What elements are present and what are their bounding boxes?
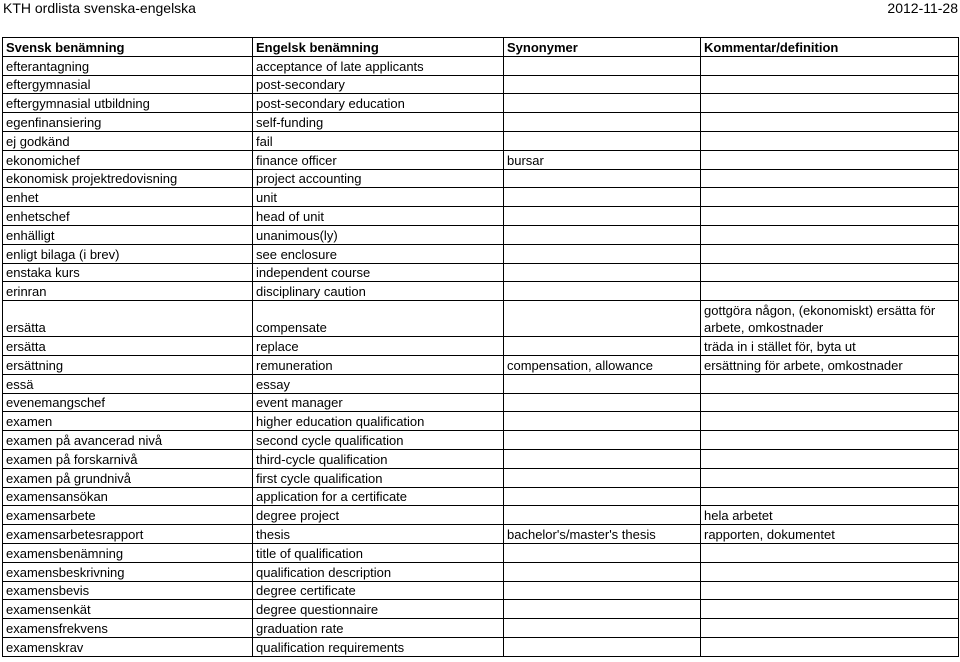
column-header-english: Engelsk benämning	[253, 38, 504, 57]
cell-comment	[701, 581, 959, 600]
cell-swedish-term: ekonomichef	[3, 150, 253, 169]
cell-swedish-term: examensbenämning	[3, 543, 253, 562]
cell-english-term: fail	[253, 131, 504, 150]
cell-english-term: essay	[253, 374, 504, 393]
cell-swedish-term: eftergymnasial	[3, 75, 253, 94]
cell-synonyms	[504, 393, 701, 412]
table-row	[3, 543, 959, 562]
cell-synonyms	[504, 619, 701, 638]
cell-synonyms	[504, 244, 701, 263]
cell-english-term: title of qualification	[253, 543, 504, 562]
cell-swedish-term: examenskrav	[3, 637, 253, 656]
cell-swedish-term: examensarbetesrapport	[3, 525, 253, 544]
cell-swedish-term: examensarbete	[3, 506, 253, 525]
cell-comment	[701, 543, 959, 562]
cell-synonyms	[504, 431, 701, 450]
cell-synonyms	[504, 282, 701, 301]
cell-synonyms	[504, 75, 701, 94]
table-row	[3, 619, 959, 638]
table-row	[3, 412, 959, 431]
cell-english-term: graduation rate	[253, 619, 504, 638]
cell-comment: rapporten, dokumentet	[701, 525, 959, 544]
cell-swedish-term: ej godkänd	[3, 131, 253, 150]
table-row	[3, 301, 959, 337]
cell-comment	[701, 113, 959, 132]
cell-comment	[701, 169, 959, 188]
table-row	[3, 337, 959, 356]
cell-comment	[701, 188, 959, 207]
cell-synonyms	[504, 56, 701, 75]
cell-comment	[701, 225, 959, 244]
table-row	[3, 244, 959, 263]
cell-english-term: post-secondary	[253, 75, 504, 94]
table-row	[3, 431, 959, 450]
cell-comment: träda in i stället för, byta ut	[701, 337, 959, 356]
cell-comment	[701, 374, 959, 393]
cell-swedish-term: ersättning	[3, 355, 253, 374]
table-row	[3, 188, 959, 207]
cell-english-term: degree certificate	[253, 581, 504, 600]
cell-english-term: replace	[253, 337, 504, 356]
table-row	[3, 600, 959, 619]
cell-swedish-term: egenfinansiering	[3, 113, 253, 132]
cell-synonyms	[504, 506, 701, 525]
cell-swedish-term: examensfrekvens	[3, 619, 253, 638]
table-row	[3, 56, 959, 75]
cell-comment	[701, 619, 959, 638]
cell-swedish-term: eftergymnasial utbildning	[3, 94, 253, 113]
cell-swedish-term: examen på avancerad nivå	[3, 431, 253, 450]
cell-swedish-term: enstaka kurs	[3, 263, 253, 282]
cell-swedish-term: ekonomisk projektredovisning	[3, 169, 253, 188]
cell-comment	[701, 600, 959, 619]
table-row	[3, 468, 959, 487]
cell-english-term: see enclosure	[253, 244, 504, 263]
cell-swedish-term: examen på forskarnivå	[3, 449, 253, 468]
table-row	[3, 393, 959, 412]
cell-comment	[701, 412, 959, 431]
table-row	[3, 374, 959, 393]
table-row	[3, 150, 959, 169]
cell-english-term: post-secondary education	[253, 94, 504, 113]
table-row	[3, 449, 959, 468]
table-row	[3, 131, 959, 150]
cell-comment: ersättning för arbete, omkostnader	[701, 355, 959, 374]
table-row	[3, 225, 959, 244]
cell-comment	[701, 150, 959, 169]
cell-swedish-term: enligt bilaga (i brev)	[3, 244, 253, 263]
cell-swedish-term: efterantagning	[3, 56, 253, 75]
cell-english-term: unanimous(ly)	[253, 225, 504, 244]
cell-english-term: self-funding	[253, 113, 504, 132]
table-row	[3, 94, 959, 113]
cell-swedish-term: ersätta	[3, 301, 253, 337]
cell-english-term: independent course	[253, 263, 504, 282]
cell-english-term: disciplinary caution	[253, 282, 504, 301]
cell-synonyms	[504, 337, 701, 356]
cell-synonyms: bursar	[504, 150, 701, 169]
cell-synonyms	[504, 600, 701, 619]
cell-swedish-term: examensansökan	[3, 487, 253, 506]
cell-synonyms	[504, 562, 701, 581]
column-header-swedish: Svensk benämning	[3, 38, 253, 57]
cell-english-term: event manager	[253, 393, 504, 412]
cell-english-term: third-cycle qualification	[253, 449, 504, 468]
cell-swedish-term: enhetschef	[3, 207, 253, 226]
cell-synonyms: bachelor's/master's thesis	[504, 525, 701, 544]
table-body	[3, 56, 959, 656]
page-header	[0, 0, 960, 20]
cell-english-term: remuneration	[253, 355, 504, 374]
cell-swedish-term: examensbeskrivning	[3, 562, 253, 581]
column-header-comment: Kommentar/definition	[701, 38, 959, 57]
table-row	[3, 113, 959, 132]
cell-comment	[701, 56, 959, 75]
table-row	[3, 263, 959, 282]
cell-english-term: degree project	[253, 506, 504, 525]
cell-comment	[701, 393, 959, 412]
cell-synonyms	[504, 169, 701, 188]
table-row	[3, 637, 959, 656]
cell-synonyms	[504, 94, 701, 113]
cell-english-term: project accounting	[253, 169, 504, 188]
cell-synonyms	[504, 188, 701, 207]
cell-english-term: unit	[253, 188, 504, 207]
table-row	[3, 169, 959, 188]
cell-synonyms	[504, 131, 701, 150]
cell-swedish-term: enhälligt	[3, 225, 253, 244]
table-row	[3, 207, 959, 226]
cell-swedish-term: ersätta	[3, 337, 253, 356]
cell-synonyms	[504, 263, 701, 282]
cell-synonyms	[504, 543, 701, 562]
cell-synonyms	[504, 225, 701, 244]
cell-swedish-term: evenemangschef	[3, 393, 253, 412]
cell-synonyms	[504, 412, 701, 431]
table-row	[3, 487, 959, 506]
cell-english-term: application for a certificate	[253, 487, 504, 506]
cell-comment	[701, 562, 959, 581]
cell-english-term: degree questionnaire	[253, 600, 504, 619]
cell-synonyms	[504, 637, 701, 656]
cell-comment	[701, 282, 959, 301]
cell-comment	[701, 431, 959, 450]
cell-synonyms	[504, 301, 701, 337]
cell-swedish-term: erinran	[3, 282, 253, 301]
cell-comment	[701, 131, 959, 150]
cell-comment	[701, 263, 959, 282]
cell-comment: gottgöra någon, (ekonomiskt) ersätta för arbete, omkostnader	[701, 301, 959, 337]
cell-swedish-term: essä	[3, 374, 253, 393]
cell-comment	[701, 637, 959, 656]
table-row	[3, 282, 959, 301]
cell-synonyms	[504, 113, 701, 132]
cell-comment	[701, 487, 959, 506]
cell-english-term: acceptance of late applicants	[253, 56, 504, 75]
column-header-synonyms: Synonymer	[504, 38, 701, 57]
cell-comment	[701, 75, 959, 94]
table-header-row	[3, 38, 959, 57]
table-row	[3, 506, 959, 525]
cell-comment	[701, 244, 959, 263]
table-row	[3, 525, 959, 544]
cell-comment	[701, 94, 959, 113]
cell-swedish-term: examen	[3, 412, 253, 431]
document-date: 2012-11-28	[887, 0, 958, 16]
cell-synonyms	[504, 374, 701, 393]
table-row	[3, 355, 959, 374]
cell-english-term: compensate	[253, 301, 504, 337]
document-title: KTH ordlista svenska-engelska	[3, 0, 196, 16]
cell-synonyms	[504, 487, 701, 506]
cell-comment	[701, 207, 959, 226]
cell-synonyms	[504, 207, 701, 226]
cell-swedish-term: examen på grundnivå	[3, 468, 253, 487]
cell-synonyms	[504, 581, 701, 600]
cell-swedish-term: enhet	[3, 188, 253, 207]
cell-synonyms	[504, 449, 701, 468]
table-row	[3, 581, 959, 600]
cell-synonyms	[504, 468, 701, 487]
cell-english-term: qualification requirements	[253, 637, 504, 656]
cell-english-term: head of unit	[253, 207, 504, 226]
table-row	[3, 562, 959, 581]
cell-english-term: qualification description	[253, 562, 504, 581]
cell-english-term: thesis	[253, 525, 504, 544]
cell-swedish-term: examensenkät	[3, 600, 253, 619]
glossary-table	[2, 37, 959, 657]
cell-english-term: finance officer	[253, 150, 504, 169]
cell-comment: hela arbetet	[701, 506, 959, 525]
cell-comment	[701, 468, 959, 487]
cell-english-term: first cycle qualification	[253, 468, 504, 487]
cell-english-term: second cycle qualification	[253, 431, 504, 450]
table-row	[3, 75, 959, 94]
cell-comment	[701, 449, 959, 468]
cell-synonyms: compensation, allowance	[504, 355, 701, 374]
cell-english-term: higher education qualification	[253, 412, 504, 431]
cell-swedish-term: examensbevis	[3, 581, 253, 600]
